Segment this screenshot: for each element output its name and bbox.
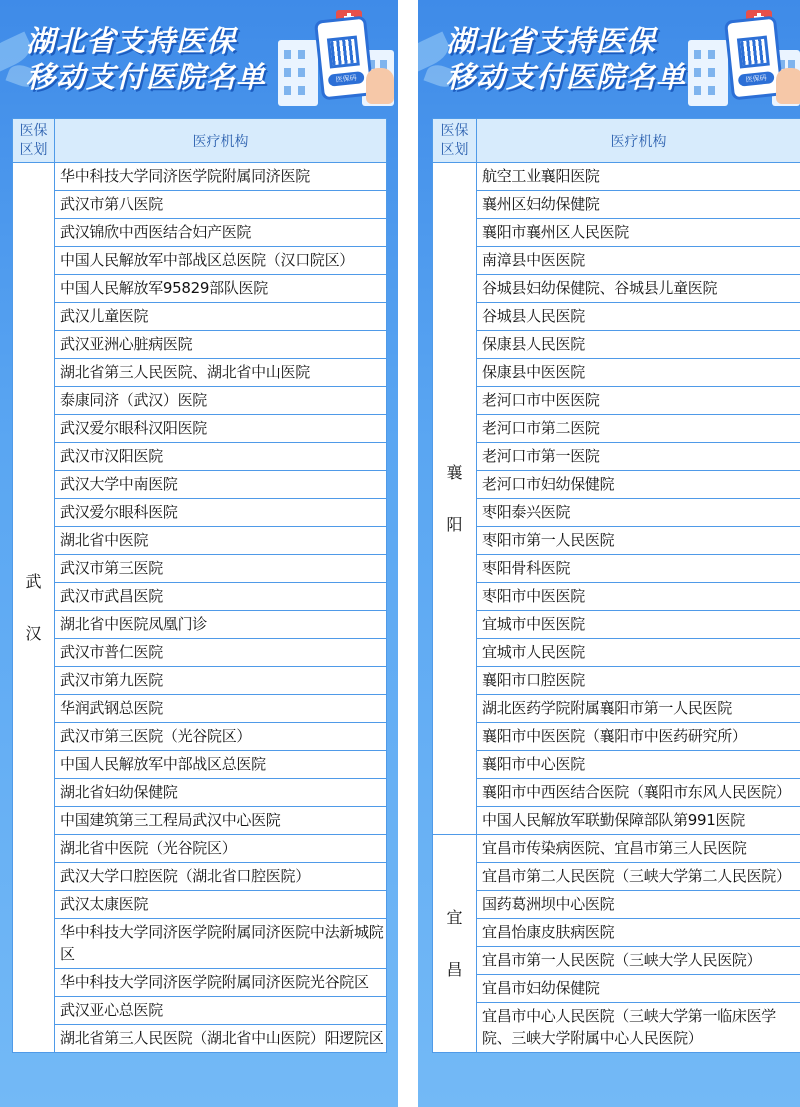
right-title	[446, 23, 686, 95]
table-body	[433, 163, 800, 1053]
table-row	[13, 779, 387, 807]
table-row	[433, 555, 800, 583]
table-row	[13, 555, 387, 583]
institution-cell: 保康县中医医院	[477, 359, 800, 387]
table-row	[433, 723, 800, 751]
institution-cell: 谷城县妇幼保健院、谷城县儿童医院	[477, 275, 800, 303]
institution-cell: 湖北省中医院凤凰门诊	[55, 611, 387, 639]
table-row	[433, 863, 800, 891]
institution-cell: 泰康同济（武汉）医院	[55, 387, 387, 415]
table-row	[13, 807, 387, 835]
institution-cell: 中国建筑第三工程局武汉中心医院	[55, 807, 387, 835]
institution-cell: 中国人民解放军联勤保障部队第991医院	[477, 807, 800, 835]
table-row	[433, 247, 800, 275]
institution-cell: 宜昌市妇幼保健院	[477, 975, 800, 1003]
institution-cell: 航空工业襄阳医院	[477, 163, 800, 191]
table-row	[13, 275, 387, 303]
region-cell	[433, 835, 477, 1053]
institution-cell: 谷城县人民医院	[477, 303, 800, 331]
institution-cell: 宜昌市第一人民医院（三峡大学人民医院）	[477, 947, 800, 975]
title-line-1: 湖北省支持医保	[446, 24, 657, 58]
table-row	[13, 667, 387, 695]
institution-cell: 武汉市汉阳医院	[55, 443, 387, 471]
table-row	[433, 583, 800, 611]
institution-cell: 南漳县中医医院	[477, 247, 800, 275]
hospital-phone-illustration	[278, 10, 396, 110]
table-row	[13, 695, 387, 723]
header-institution: 医疗机构	[477, 119, 800, 163]
table-row	[13, 387, 387, 415]
hospital-table-right	[432, 118, 800, 1053]
table-row	[13, 415, 387, 443]
institution-cell: 襄州区妇幼保健院	[477, 191, 800, 219]
table-row	[13, 331, 387, 359]
table-row	[13, 163, 387, 191]
institution-cell: 武汉市第八医院	[55, 191, 387, 219]
right-banner	[418, 0, 800, 118]
institution-cell: 中国人民解放军95829部队医院	[55, 275, 387, 303]
region-char: 汉	[25, 623, 42, 643]
table-row	[433, 975, 800, 1003]
table-row	[433, 443, 800, 471]
table-row	[13, 835, 387, 863]
institution-cell: 保康县人民医院	[477, 331, 800, 359]
institution-cell: 武汉爱尔眼科医院	[55, 499, 387, 527]
title-line-2: 移动支付医院名单	[26, 60, 267, 94]
institution-cell: 武汉锦欣中西医结合妇产医院	[55, 219, 387, 247]
qr-code-icon	[327, 36, 360, 69]
table-row	[433, 639, 800, 667]
table-row	[13, 499, 387, 527]
table-row	[13, 891, 387, 919]
left-panel	[0, 0, 398, 1107]
header-institution: 医疗机构	[55, 119, 387, 163]
institution-cell: 湖北省中医院	[55, 527, 387, 555]
table-row	[433, 835, 800, 863]
hand-icon	[776, 68, 800, 104]
header-region	[13, 119, 55, 163]
table-row	[13, 751, 387, 779]
institution-cell: 枣阳骨科医院	[477, 555, 800, 583]
hand-icon	[366, 68, 394, 104]
table-row	[13, 611, 387, 639]
table-row	[13, 723, 387, 751]
institution-cell: 宜昌怡康皮肤病医院	[477, 919, 800, 947]
table-row	[13, 191, 387, 219]
institution-cell: 武汉亚心总医院	[55, 997, 387, 1025]
table-row	[433, 359, 800, 387]
table-row	[433, 387, 800, 415]
institution-cell: 襄阳市襄州区人民医院	[477, 219, 800, 247]
table-row	[13, 863, 387, 891]
table-row	[433, 415, 800, 443]
region-cell	[433, 163, 477, 835]
institution-cell: 老河口市中医医院	[477, 387, 800, 415]
table-body	[13, 163, 387, 1053]
institution-cell: 中国人民解放军中部战区总医院（汉口院区）	[55, 247, 387, 275]
institution-cell: 国药葛洲坝中心医院	[477, 891, 800, 919]
institution-cell: 华中科技大学同济医学院附属同济医院	[55, 163, 387, 191]
table-row	[433, 331, 800, 359]
table-row	[433, 751, 800, 779]
header-region	[433, 119, 477, 163]
table-row	[433, 499, 800, 527]
table-row	[13, 527, 387, 555]
institution-cell: 枣阳泰兴医院	[477, 499, 800, 527]
hospital-phone-illustration	[688, 10, 800, 110]
table-row	[13, 443, 387, 471]
region-char: 武	[25, 571, 42, 591]
table-row	[13, 639, 387, 667]
header-region-text: 医保 区划	[19, 122, 48, 158]
institution-cell: 襄阳市中西医结合医院（襄阳市东风人民医院）	[477, 779, 800, 807]
institution-cell: 枣阳市中医医院	[477, 583, 800, 611]
table-row	[433, 275, 800, 303]
building-icon	[278, 40, 318, 106]
table-row	[433, 891, 800, 919]
table-row	[13, 303, 387, 331]
table-row	[433, 919, 800, 947]
table-row	[433, 947, 800, 975]
institution-cell: 襄阳市口腔医院	[477, 667, 800, 695]
institution-cell: 襄阳市中医医院（襄阳市中医药研究所）	[477, 723, 800, 751]
region-char: 阳	[446, 514, 463, 534]
institution-cell: 武汉儿童医院	[55, 303, 387, 331]
table-row	[13, 359, 387, 387]
institution-cell: 华中科技大学同济医学院附属同济医院中法新城院区	[55, 919, 387, 969]
left-banner	[0, 0, 398, 118]
institution-cell: 中国人民解放军中部战区总医院	[55, 751, 387, 779]
phone-badge: 医保码	[328, 71, 365, 87]
title-line-2: 移动支付医院名单	[446, 60, 687, 94]
institution-cell: 华润武钢总医院	[55, 695, 387, 723]
institution-cell: 华中科技大学同济医学院附属同济医院光谷院区	[55, 969, 387, 997]
institution-cell: 枣阳市第一人民医院	[477, 527, 800, 555]
institution-cell: 武汉太康医院	[55, 891, 387, 919]
table-row	[13, 919, 387, 969]
region-char: 昌	[446, 959, 463, 979]
institution-cell: 老河口市第二医院	[477, 415, 800, 443]
table-row	[13, 1025, 387, 1053]
table-row	[13, 247, 387, 275]
institution-cell: 湖北省第三人民医院（湖北省中山医院）阳逻院区	[55, 1025, 387, 1053]
table-row	[433, 527, 800, 555]
institution-cell: 湖北省中医院（光谷院区）	[55, 835, 387, 863]
institution-cell: 武汉市普仁医院	[55, 639, 387, 667]
table-row	[13, 969, 387, 997]
institution-cell: 宜昌市中心人民医院（三峡大学第一临床医学院、三峡大学附属中心人民医院）	[477, 1003, 800, 1053]
institution-cell: 宜城市人民医院	[477, 639, 800, 667]
table-row	[433, 695, 800, 723]
table-row	[13, 219, 387, 247]
region-char: 襄	[446, 462, 463, 482]
title-line-1: 湖北省支持医保	[26, 24, 237, 58]
institution-cell: 宜昌市第二人民医院（三峡大学第二人民医院）	[477, 863, 800, 891]
region-char: 宜	[446, 907, 463, 927]
institution-cell: 湖北省第三人民医院、湖北省中山医院	[55, 359, 387, 387]
table-row	[433, 1003, 800, 1053]
table-row	[433, 779, 800, 807]
institution-cell: 宜昌市传染病医院、宜昌市第三人民医院	[477, 835, 800, 863]
institution-cell: 武汉市第三医院（光谷院区）	[55, 723, 387, 751]
institution-cell: 武汉大学口腔医院（湖北省口腔医院）	[55, 863, 387, 891]
institution-cell: 襄阳市中心医院	[477, 751, 800, 779]
table-row	[433, 303, 800, 331]
region-cell	[13, 163, 55, 1053]
institution-cell: 宜城市中医医院	[477, 611, 800, 639]
institution-cell: 武汉大学中南医院	[55, 471, 387, 499]
building-icon	[688, 40, 728, 106]
institution-cell: 武汉爱尔眼科汉阳医院	[55, 415, 387, 443]
table-row	[433, 807, 800, 835]
right-panel	[418, 0, 800, 1107]
institution-cell: 老河口市第一医院	[477, 443, 800, 471]
phone-badge: 医保码	[738, 71, 775, 87]
hospital-table-left	[12, 118, 387, 1053]
institution-cell: 老河口市妇幼保健院	[477, 471, 800, 499]
table-row	[433, 163, 800, 191]
header-region-text: 医保 区划	[440, 122, 469, 158]
table-row	[433, 191, 800, 219]
table-row	[13, 583, 387, 611]
table-row	[433, 219, 800, 247]
table-row	[433, 471, 800, 499]
qr-code-icon	[737, 36, 770, 69]
institution-cell: 湖北省妇幼保健院	[55, 779, 387, 807]
left-title	[26, 23, 266, 95]
table-row	[433, 611, 800, 639]
institution-cell: 湖北医药学院附属襄阳市第一人民医院	[477, 695, 800, 723]
institution-cell: 武汉市武昌医院	[55, 583, 387, 611]
institution-cell: 武汉市第九医院	[55, 667, 387, 695]
table-row	[13, 997, 387, 1025]
institution-cell: 武汉市第三医院	[55, 555, 387, 583]
table-row	[13, 471, 387, 499]
institution-cell: 武汉亚洲心脏病医院	[55, 331, 387, 359]
table-row	[433, 667, 800, 695]
